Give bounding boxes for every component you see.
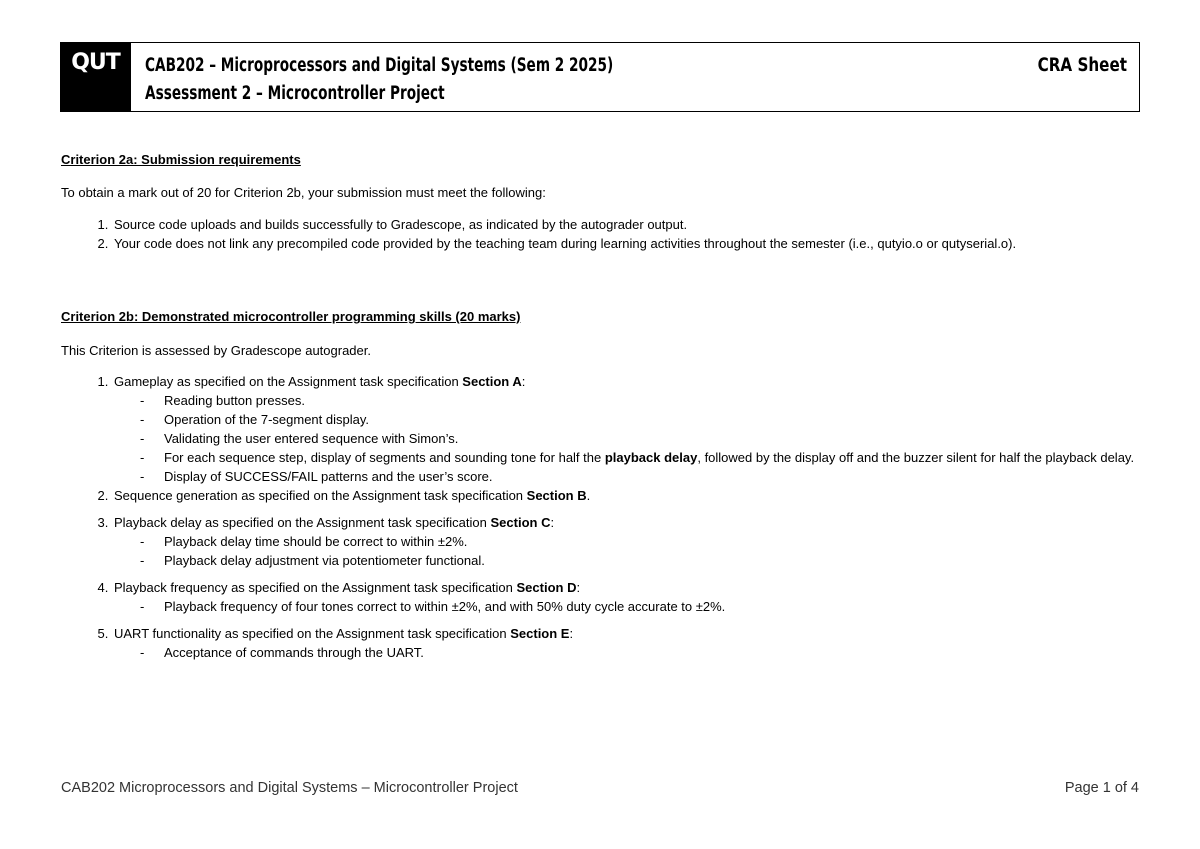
page-number: Page 1 of 4: [1064, 780, 1139, 796]
list-item: 3. Playback delay as specified on the Assignment task specification Section C: - Playback delay time should be correct to within ±2%. - Playback delay adjustment via potentiometer functional.: [112, 513, 1151, 570]
criterion-2a-list: [61, 215, 1151, 253]
sub-list: [114, 391, 1151, 486]
criterion-2b-heading: Criterion 2b: Demonstrated microcontroller programming skills (20 marks): [61, 309, 521, 324]
sub-list: [114, 597, 1151, 616]
qut-logo: [60, 42, 131, 112]
list-item: 4. Playback frequency as specified on the Assignment task specification Section D: - Playback frequency of four tones correct to within ±2%, and with 50% duty cycle accurate to ±2%.: [112, 578, 1151, 616]
document-body: [61, 150, 1151, 662]
list-item: 2. Sequence generation as specified on the Assignment task specification Section B.: [112, 486, 1151, 505]
sub-list: [114, 532, 1151, 570]
header-title-box: [131, 42, 1140, 112]
list-item: 2. Your code does not link any precompiled code provided by the teaching team during learning activities throughout the semester (i.e., qutyio.o or qutyserial.o).: [112, 234, 1151, 253]
document-header: [60, 42, 1140, 112]
assessment-title: Assessment 2 – Microcontroller Project: [145, 83, 445, 104]
sub-item: - For each sequence step, display of segments and sounding tone for half the playback delay, followed by the display off and the buzzer silent for half the playback delay.: [140, 448, 1151, 467]
sub-item: - Validating the user entered sequence with Simon’s.: [140, 429, 1151, 448]
sub-item: - Acceptance of commands through the UART.: [140, 643, 1151, 662]
sub-item: - Display of SUCCESS/FAIL patterns and the user’s score.: [140, 467, 1151, 486]
page-footer: [61, 779, 1139, 797]
criterion-2a-intro: To obtain a mark out of 20 for Criterion 2b, your submission must meet the following:: [61, 185, 546, 200]
sub-item: - Operation of the 7-segment display.: [140, 410, 1151, 429]
sheet-label: CRA Sheet: [1037, 55, 1127, 76]
logo-text: QUT: [71, 50, 120, 75]
sub-item: - Playback frequency of four tones correct to within ±2%, and with 50% duty cycle accurate to ±2%.: [140, 597, 1151, 616]
list-item: 1. Gameplay as specified on the Assignment task specification Section A: - Reading button presses. - Operation of the 7-segment display. - Validating the user entered sequence with Simon’s. - For each sequence step, display of segments and sounding tone for half the playback delay, followed by the display off and the buzzer silent for half the playback delay. - Display of SUCCESS/FAIL patterns and the user’s score.: [112, 372, 1151, 486]
criterion-2a-heading: Criterion 2a: Submission requirements: [61, 152, 301, 167]
criterion-2b-intro: This Criterion is assessed by Gradescope autograder.: [61, 343, 371, 358]
list-item: 1. Source code uploads and builds successfully to Gradescope, as indicated by the autograder output.: [112, 215, 1151, 234]
course-title: CAB202 – Microprocessors and Digital Systems (Sem 2 2025): [145, 55, 614, 76]
sub-item: - Playback delay adjustment via potentiometer functional.: [140, 551, 1151, 570]
criterion-2b-list: [61, 372, 1151, 662]
sub-item: - Playback delay time should be correct to within ±2%.: [140, 532, 1151, 551]
sub-item: - Reading button presses.: [140, 391, 1151, 410]
list-item: 5. UART functionality as specified on the Assignment task specification Section E: - Acceptance of commands through the UART.: [112, 624, 1151, 662]
sub-list: [114, 643, 1151, 662]
footer-title: CAB202 Microprocessors and Digital Systems – Microcontroller Project: [61, 780, 518, 796]
